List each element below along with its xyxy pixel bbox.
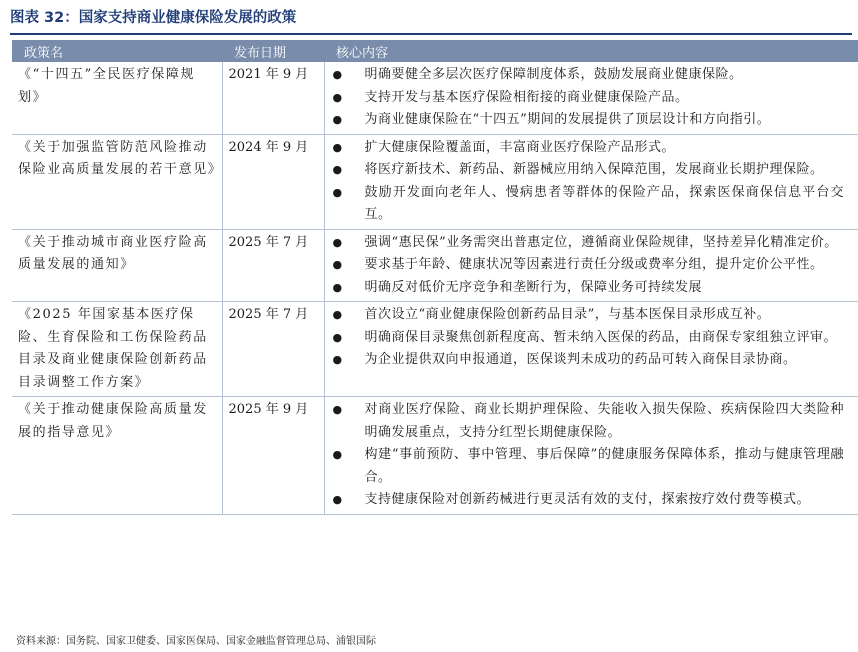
point-text: 鼓励开发面向老年人、慢病患者等群体的保险产品，探索医保商保信息平台交互。 — [364, 184, 844, 222]
policy-content — [324, 134, 858, 229]
header-row — [12, 40, 858, 62]
list-item — [331, 109, 855, 132]
list-item — [331, 489, 855, 512]
bullet-icon: ● — [332, 235, 343, 249]
list-item — [331, 304, 855, 327]
list-item — [331, 182, 855, 227]
bullet-icon: ● — [332, 140, 343, 154]
list-item — [331, 232, 855, 255]
list-item — [331, 64, 855, 87]
table-row — [12, 302, 858, 397]
table-row — [12, 397, 858, 515]
bullet-icon: ● — [332, 113, 343, 126]
policy-content — [324, 62, 858, 134]
bullet-icon: ● — [332, 185, 343, 199]
policy-date: 2021 年 9 月 — [222, 62, 324, 134]
list-item — [331, 399, 855, 444]
figure-title-text: 国家支持商业健康保险发展的政策 — [78, 10, 297, 26]
bullet-icon: ● — [332, 330, 343, 344]
table-row — [12, 229, 858, 302]
point-text: 为商业健康保险在“十四五”期间的发展提供了顶层设计和方向指引。 — [364, 112, 771, 127]
list-item — [331, 444, 855, 489]
point-text: 要求基于年龄、健康状况等因素进行责任分级或费率分组，提升定价公平性。 — [364, 257, 824, 272]
list-item — [331, 349, 855, 372]
policy-name: 《关于推动健康保险高质量发展的指导意见》 — [12, 397, 222, 515]
bullet-icon: ● — [332, 163, 343, 176]
header-core-content: 核心内容 — [324, 40, 858, 62]
bullet-icon: ● — [332, 448, 343, 461]
title-rule — [10, 33, 852, 35]
source-note: 资料来源：国务院、国家卫健委、国家医保局、国家金融监督管理总局、浦银国际 — [16, 636, 376, 647]
point-text: 支持开发与基本医疗保险相衔接的商业健康保险产品。 — [364, 89, 689, 105]
bullet-icon: ● — [332, 68, 343, 81]
bullet-icon: ● — [332, 493, 343, 506]
policy-name: 《关于加强监管防范风险推动保险业高质量发展的若干意见》 — [12, 134, 222, 229]
bullet-icon: ● — [332, 403, 343, 416]
policy-name: 《2025 年国家基本医疗保险、生育保险和工伤保险药品目录及商业健康保险创新药品目录调整工作方案》 — [12, 302, 222, 397]
list-item — [331, 137, 855, 160]
point-text: 首次设立“商业健康保险创新药品目录”，与基本医保目录形成互补。 — [364, 307, 771, 322]
header-release-date: 发布日期 — [222, 40, 324, 62]
bullet-icon: ● — [332, 258, 343, 271]
policy-date: 2025 年 9 月 — [222, 397, 324, 515]
bullet-icon: ● — [332, 308, 343, 321]
policy-date: 2025 年 7 月 — [222, 302, 324, 397]
point-text: 对商业医疗保险、商业长期护理保险、失能收入损失保险、疾病保险四大类险种明确发展重点，支持分红型长期健康保险。 — [364, 402, 844, 440]
bullet-icon: ● — [332, 280, 343, 294]
policy-name: 《“十四五”全民医疗保障规划》 — [12, 62, 222, 134]
bullet-icon: ● — [332, 90, 343, 104]
policy-table — [12, 40, 858, 515]
point-text: 为企业提供双向申报通道，医保谈判未成功的药品可转入商保目录协商。 — [364, 352, 797, 367]
policy-name: 《关于推动城市商业医疗险高质量发展的通知》 — [12, 229, 222, 302]
point-text: 支持健康保险对创新药械进行更灵活有效的支付，探索按疗效付费等模式。 — [364, 492, 811, 507]
list-item — [331, 87, 855, 110]
list-item — [331, 277, 855, 300]
point-text: 扩大健康保险覆盖面，丰富商业医疗保险产品形式。 — [364, 139, 676, 155]
point-text: 明确反对低价无序竞争和垄断行为，保障业务可持续发展 — [364, 279, 703, 295]
policy-date: 2024 年 9 月 — [222, 134, 324, 229]
figure-label: 图表 32： — [10, 10, 79, 26]
table-row — [12, 134, 858, 229]
table-row — [12, 62, 858, 134]
point-text: 明确要健全多层次医疗保障制度体系，鼓励发展商业健康保险。 — [364, 67, 743, 82]
policy-content — [324, 302, 858, 397]
point-text: 构建“事前预防、事中管理、事后保障”的健康服务保障体系，推动与健康管理融合。 — [364, 447, 844, 485]
policy-date: 2025 年 7 月 — [222, 229, 324, 302]
figure-title — [10, 6, 296, 30]
point-text: 明确商保目录聚焦创新程度高、暂未纳入医保的药品，由商保专家组独立评审。 — [364, 329, 838, 345]
list-item — [331, 327, 855, 350]
policy-content — [324, 397, 858, 515]
list-item — [331, 254, 855, 277]
point-text: 将医疗新技术、新药品、新器械应用纳入保障范围，发展商业长期护理保险。 — [364, 162, 824, 177]
policy-content — [324, 229, 858, 302]
bullet-icon: ● — [332, 353, 343, 366]
list-item — [331, 159, 855, 182]
header-policy-name: 政策名 — [12, 40, 222, 62]
point-text: 强调“惠民保”业务需突出普惠定位，遵循商业保险规律，坚持差异化精准定价。 — [364, 234, 838, 250]
